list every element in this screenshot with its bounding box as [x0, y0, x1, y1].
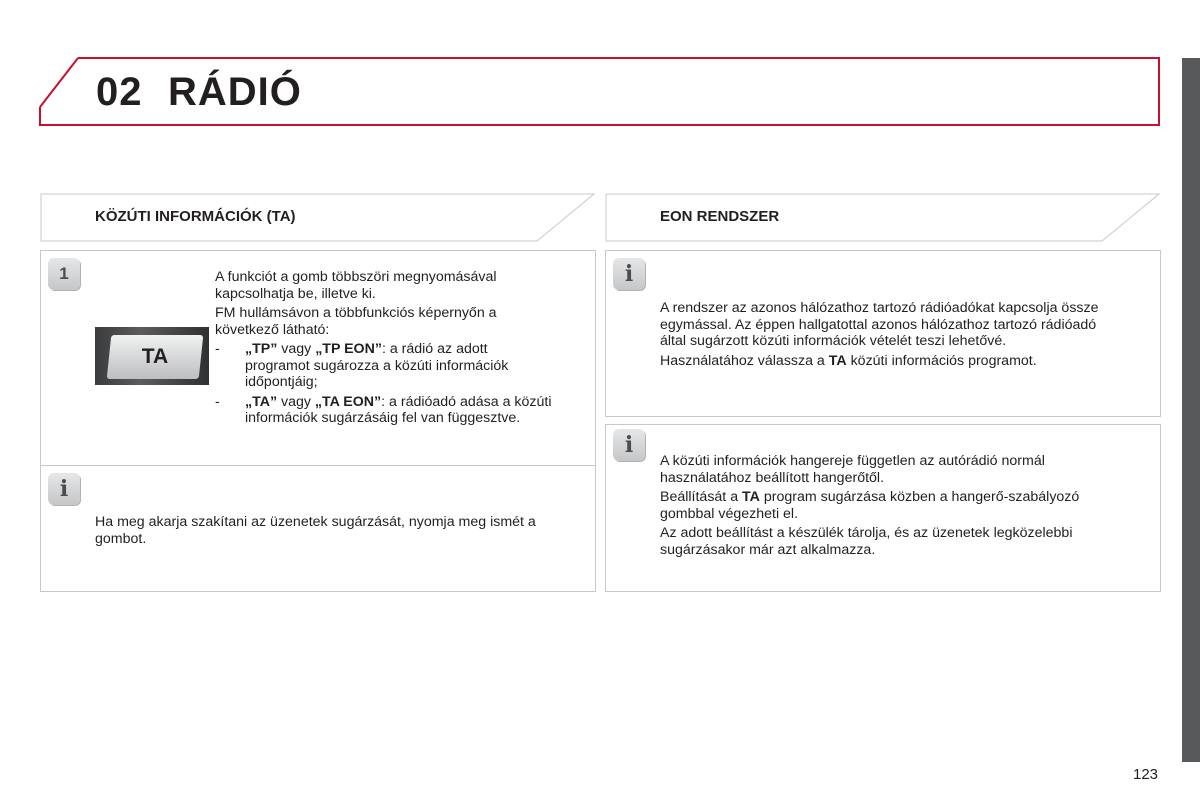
chapter-number: 02 — [96, 70, 143, 114]
info-paragraph: Használatához válassza a TA közúti információs programot. — [660, 352, 1037, 369]
info-paragraph: A közúti információk hangereje független az autórádió normál használatához beállított hangerőtől. — [660, 453, 1045, 486]
step-number-badge — [48, 258, 80, 290]
section-heading-label: EON RENDSZER — [660, 208, 780, 225]
info-paragraph: Az adott beállítást a készülék tárolja, és az üzenetek legközelebbi sugárzásakor már azt alkalmazza. — [660, 525, 1073, 558]
step-text — [215, 269, 555, 430]
step-paragraph: A funkciót a gomb többszöri megnyomásával kapcsolhatja be, illetve ki. — [215, 269, 497, 302]
eon-text — [660, 300, 1120, 372]
volume-text — [660, 453, 1120, 561]
info-paragraph: A rendszer az azonos hálózathoz tartozó rádióadókat kapcsolja össze egymással. Az éppen hallgatottal azonos hálózathoz tartozó rádióadó által sugárzott közúti információk vételét teszi lehetővé. — [660, 300, 1099, 349]
step-paragraph: FM hullámsávon a többfunkciós képernyőn a következő látható: — [215, 305, 497, 338]
bullet-connector: vagy — [277, 393, 315, 410]
info-paragraph: Beállítását a TA program sugárzása közben a hangerő-szabályozó gombbal végezheti el. — [660, 489, 1080, 522]
ta-button-label: TA — [141, 345, 169, 368]
chapter-title: RÁDIÓ — [168, 70, 302, 114]
bullet-description: : a rádió az adott programot sugározza a közúti információk időpontjáig; — [245, 341, 509, 390]
step-number: 1 — [59, 264, 69, 283]
info-icon: i — [613, 258, 645, 290]
bullet-term: „TA” — [245, 393, 278, 410]
bullet-term: „TP EON” — [315, 341, 382, 357]
info-icon: i — [48, 473, 80, 505]
chapter-thumb-tab — [1182, 58, 1200, 762]
section-heading-eon — [605, 193, 1161, 242]
ta-button — [107, 335, 204, 379]
bullet-description: : a rádióadó adása a közúti információk sugárzásáig fel van függesztve. — [245, 393, 552, 426]
section-heading-label: KÖZÚTI INFORMÁCIÓK (TA) — [95, 208, 296, 225]
bullet-dash: - — [215, 393, 220, 410]
bullet-item — [215, 341, 555, 391]
bullet-dash: - — [215, 341, 220, 357]
bullet-item — [215, 394, 555, 427]
info-paragraph: Ha meg akarja szakítani az üzenetek sugárzását, nyomja meg ismét a gombot. — [95, 514, 536, 547]
ta-button-image — [95, 327, 209, 385]
page-number: 123 — [1133, 766, 1159, 783]
bullet-connector: vagy — [277, 341, 316, 357]
bullet-term: „TA EON” — [314, 393, 382, 410]
bullet-term: „TP” — [245, 341, 278, 357]
info-icon: i — [613, 429, 645, 461]
info-text — [95, 514, 585, 550]
section-heading-traffic-info — [40, 193, 596, 242]
